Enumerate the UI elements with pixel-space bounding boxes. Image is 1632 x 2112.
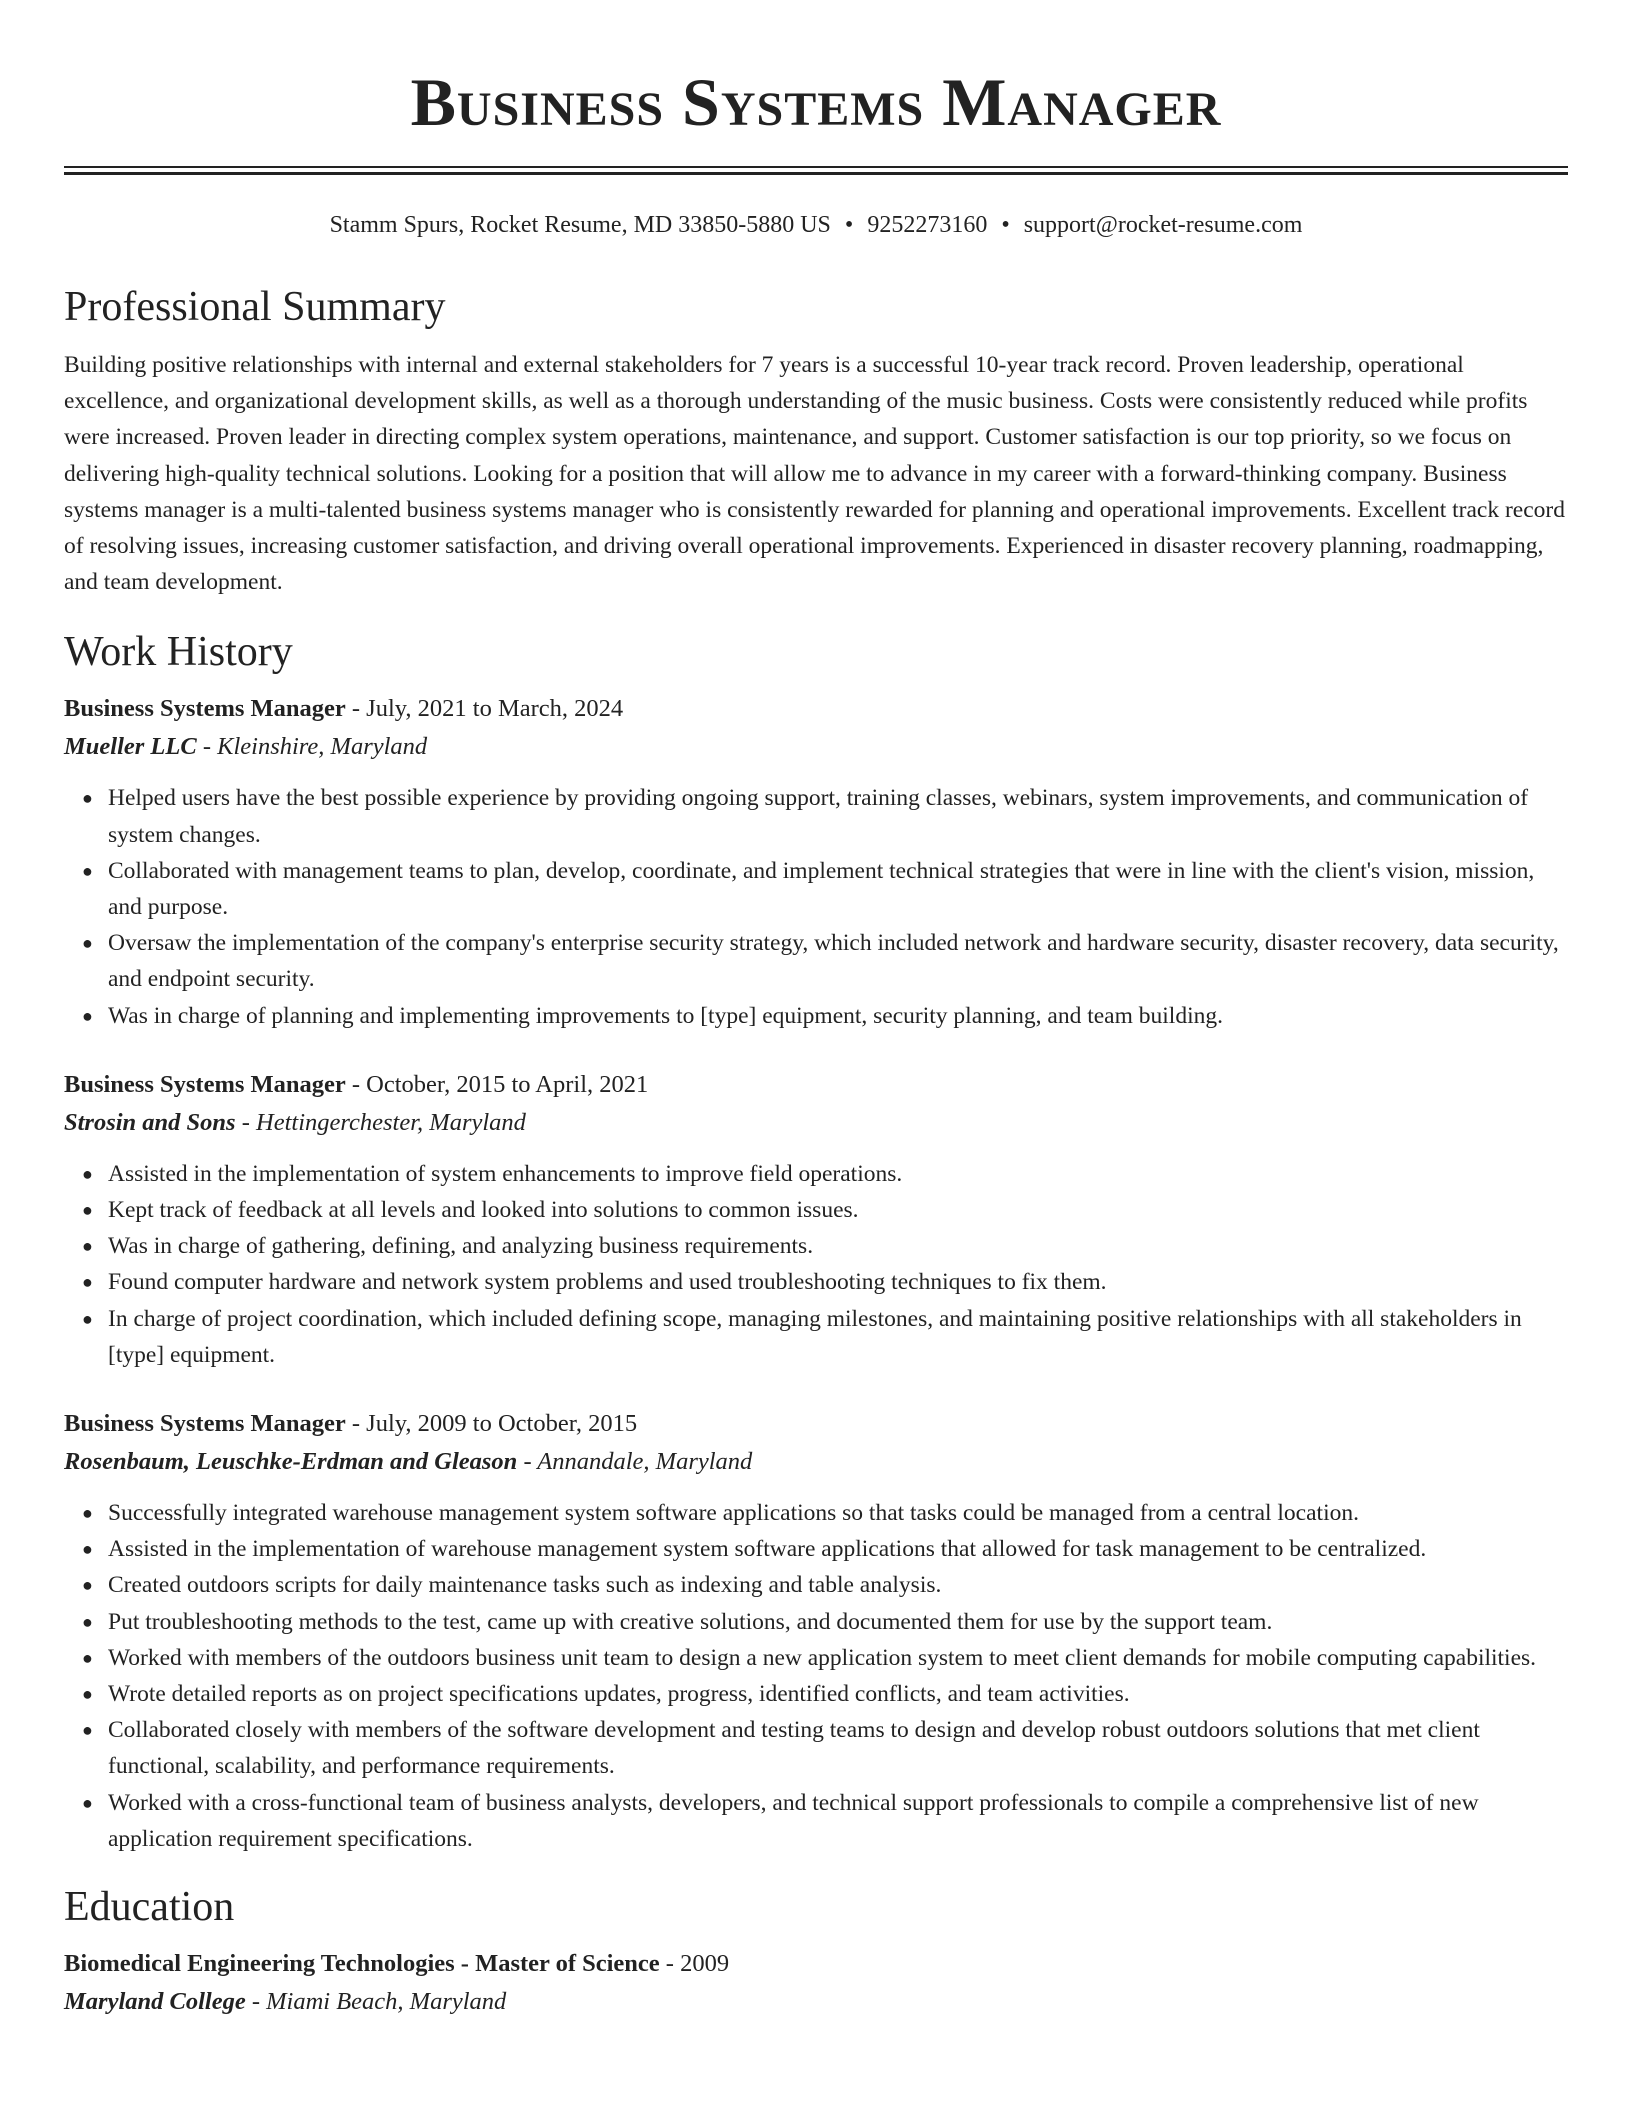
job-entry (64, 1066, 1568, 1373)
contact-address: Stamm Spurs, Rocket Resume, MD 33850-5880 US (329, 212, 831, 238)
bullet-text: Wrote detailed reports as on project specifications updates, progress, identified conflicts, and team activities. (108, 1681, 1130, 1708)
contact-phone: 9252273160 (867, 212, 988, 238)
list-item (82, 998, 1568, 1034)
list-item (82, 1640, 1568, 1676)
school-name: Maryland College (64, 1988, 246, 2016)
bullet-icon: ● (82, 1539, 93, 1560)
job-bullets (64, 1495, 1568, 1857)
job-bullets (64, 780, 1568, 1033)
company-name: Mueller LLC (64, 733, 197, 761)
bullet-icon: ● (82, 1308, 93, 1329)
school-line (64, 1983, 1568, 2021)
title-divider (64, 166, 1568, 175)
degree-year: - 2009 (659, 1950, 730, 1978)
job-entry (64, 1405, 1568, 1857)
bullet-icon: ● (82, 1611, 93, 1632)
bullet-text: Worked with members of the outdoors business unit team to design a new application system to meet client demands for mobile computing capabilities. (108, 1644, 1537, 1671)
degree-name: Biomedical Engineering Technologies - Master of Science (64, 1950, 660, 1978)
company-line (64, 1443, 1568, 1481)
job-dates: - October, 2015 to April, 2021 (345, 1070, 649, 1098)
list-item (82, 853, 1568, 925)
bullet-text: Collaborated closely with members of the software development and testing teams to design and develop robust outdoors solutions that met client functional, scalability, and performance requirements. (108, 1717, 1480, 1780)
list-item (82, 1264, 1568, 1300)
bullet-icon: ● (82, 860, 93, 881)
bullet-icon: ● (82, 1720, 93, 1741)
company-line (64, 728, 1568, 766)
contact-email: support@rocket-resume.com (1023, 212, 1303, 238)
list-item (82, 1301, 1568, 1373)
education-heading: Education (64, 1884, 235, 1931)
job-bullets (64, 1156, 1568, 1373)
company-name: Strosin and Sons (64, 1108, 236, 1136)
bullet-icon: ● (82, 933, 93, 954)
bullet-icon: ● (82, 1163, 93, 1184)
job-title-line (64, 1066, 1568, 1104)
bullet-icon: ● (82, 1005, 93, 1026)
bullet-icon: ● (82, 1647, 93, 1668)
summary-heading: Professional Summary (64, 284, 446, 330)
bullet-text: Collaborated with management teams to plan, develop, coordinate, and implement technical strategies that were in line with the client's vision, mission, and purpose. (108, 857, 1535, 921)
list-item (82, 1676, 1568, 1712)
job-title: Business Systems Manager (64, 1410, 346, 1438)
job-title: Business Systems Manager (64, 695, 346, 723)
bullet-text: Found computer hardware and network system problems and used troubleshooting techniques to fix them. (108, 1269, 1107, 1296)
bullet-text: Assisted in the implementation of system enhancements to improve field operations. (108, 1160, 903, 1187)
bullet-text: Successfully integrated warehouse management system software applications so that tasks could be managed from a central location. (108, 1500, 1359, 1527)
job-title: Business Systems Manager (64, 1070, 346, 1098)
list-item (82, 1156, 1568, 1192)
bullet-text: Was in charge of planning and implementing improvements to [type] equipment, security planning, and team building. (108, 1002, 1223, 1029)
degree-line (64, 1945, 1568, 1983)
bullet-text: Created outdoors scripts for daily maintenance tasks such as indexing and table analysis. (108, 1572, 942, 1599)
job-dates: - July, 2009 to October, 2015 (345, 1410, 638, 1438)
list-item (82, 1192, 1568, 1228)
bullet-icon: ● (82, 1503, 93, 1524)
bullet-icon: ● (82, 1684, 93, 1705)
job-entry (64, 690, 1568, 1033)
list-item (82, 780, 1568, 852)
bullet-icon: ● (82, 1575, 93, 1596)
education-entry (64, 1945, 1568, 2021)
contact-separator: • (844, 212, 854, 238)
list-item (82, 1228, 1568, 1264)
bullet-text: Oversaw the implementation of the company's enterprise security strategy, which included network and hardware security, disaster recovery, data security, and endpoint security. (108, 930, 1559, 993)
list-item (82, 1495, 1568, 1531)
list-item (82, 1604, 1568, 1640)
list-item (82, 1567, 1568, 1603)
bullet-text: In charge of project coordination, which included defining scope, managing milestones, and maintaining positive relationships with all stakeholders in [type] equipment. (108, 1305, 1522, 1368)
job-title-line (64, 690, 1568, 728)
bullet-icon: ● (82, 1200, 93, 1221)
list-item (82, 1785, 1568, 1857)
bullet-text: Helped users have the best possible experience by providing ongoing support, training classes, webinars, system improvements, and communication of system changes. (108, 785, 1529, 848)
bullet-text: Kept track of feedback at all levels and looked into solutions to common issues. (108, 1197, 859, 1224)
bullet-icon: ● (82, 1236, 93, 1257)
list-item (82, 1531, 1568, 1567)
bullet-text: Assisted in the implementation of warehouse management system software applications that allowed for task management to be centralized. (108, 1536, 1427, 1563)
work-history-heading: Work History (64, 629, 293, 676)
bullet-icon: ● (82, 1272, 93, 1293)
list-item (82, 1712, 1568, 1784)
company-location: - Hettingerchester, Maryland (235, 1108, 526, 1136)
job-title-line (64, 1405, 1568, 1443)
company-name: Rosenbaum, Leuschke-Erdman and Gleason (64, 1448, 518, 1476)
job-dates: - July, 2021 to March, 2024 (345, 695, 624, 723)
bullet-text: Worked with a cross-functional team of business analysts, developers, and technical support professionals to compile a comprehensive list of new application requirement specifications. (108, 1789, 1479, 1852)
contact-separator: • (1001, 212, 1010, 238)
bullet-text: Was in charge of gathering, defining, and analyzing business requirements. (108, 1233, 814, 1260)
school-location: - Miami Beach, Maryland (245, 1988, 507, 2016)
summary-text: Building positive relationships with internal and external stakeholders for 7 years is a successful 10-year track record. Proven leadership, operational excellence, and organizational development skills, as well as a thorough understanding of the music business. Costs were consistently reduced while profits were increased. Proven leader in directing complex system operations, maintenance, and support. Customer satisfaction is our top priority, so we focus on delivering high-quality technical solutions. Looking for a position that will allow me to advance in my career with a forward-thinking company. Business systems manager is a multi-talented business systems manager who is consistently rewarded for planning and operational improvements. Excellent track record of resolving issues, increasing customer satisfaction, and driving overall operational improvements. Experienced in disaster recovery planning, roadmapping, and team development. (64, 352, 1565, 596)
resume-title: Business Systems Manager (410, 64, 1222, 140)
company-location: - Kleinshire, Maryland (196, 733, 428, 761)
company-line (64, 1104, 1568, 1142)
bullet-icon: ● (82, 788, 93, 809)
bullet-text: Put troubleshooting methods to the test, came up with creative solutions, and documented them for use by the support team. (108, 1608, 1273, 1635)
bullet-icon: ● (82, 1792, 93, 1813)
list-item (82, 925, 1568, 997)
contact-line (64, 209, 1568, 241)
company-location: - Annandale, Maryland (517, 1448, 753, 1476)
